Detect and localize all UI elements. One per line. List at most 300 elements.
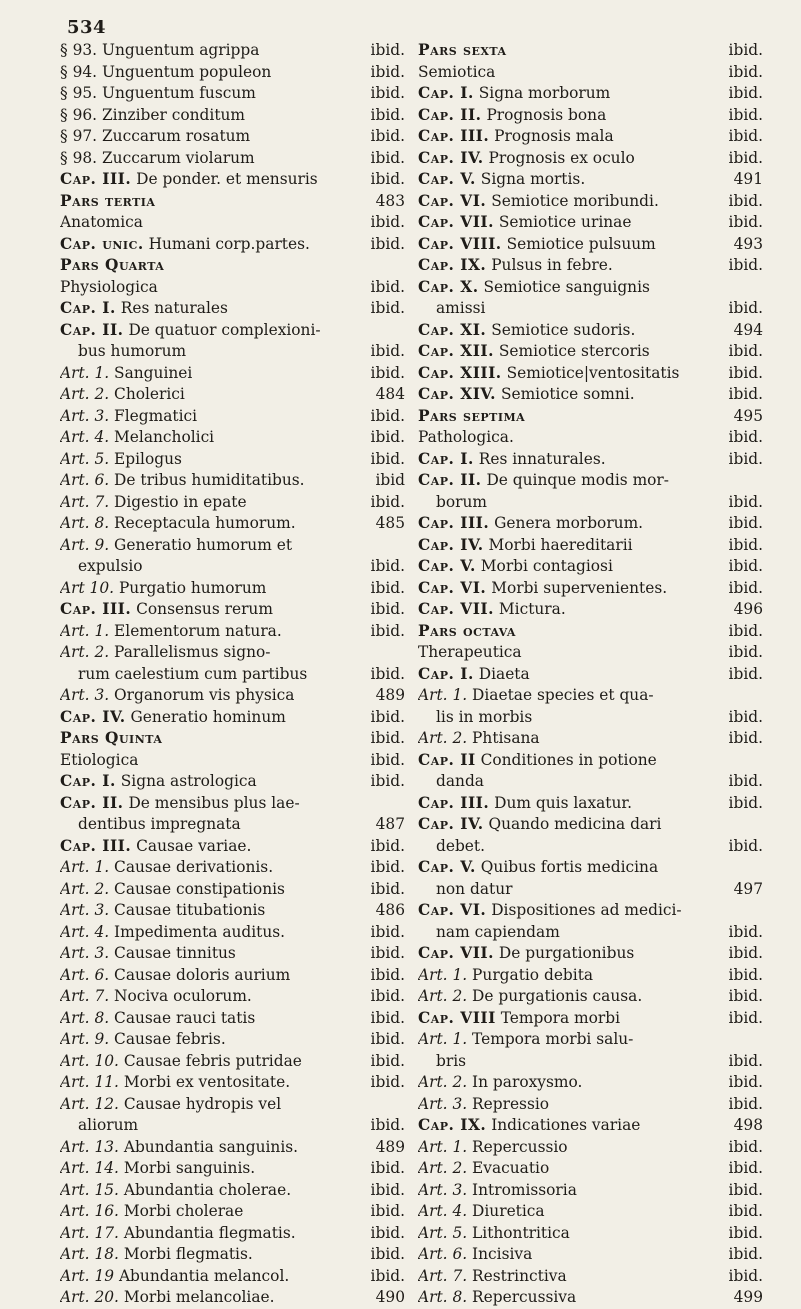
entry-page: ibid.: [370, 600, 405, 618]
entry-text: Lithontritica: [472, 1223, 570, 1242]
entry-text: Semiotice somni.: [500, 385, 635, 403]
index-entry: [418, 1244, 763, 1266]
entry-label: Cap. I.: [60, 299, 116, 317]
entry-label: Art. 4.: [418, 1202, 468, 1220]
index-entry: [418, 277, 763, 299]
entry-text: bus humorum: [78, 342, 187, 360]
entry-label: Art. 6.: [60, 965, 110, 984]
entry-label: Cap. V.: [418, 858, 476, 876]
index-entry: [60, 1201, 405, 1223]
index-entry: [60, 470, 405, 492]
entry-label: Pars tertia: [60, 191, 156, 210]
entry-text: Semiotice pulsuum: [506, 234, 656, 253]
entry-page: ibid.: [728, 1180, 763, 1199]
entry-page: ibid.: [370, 1030, 405, 1048]
entry-text: Zuccarum violarum: [101, 148, 255, 167]
entry-text: Causae derivationis.: [114, 858, 274, 876]
entry-page: ibid.: [728, 707, 763, 726]
entry-page: ibid: [375, 471, 405, 489]
entry-text: amissi: [436, 299, 486, 317]
entry-label: Cap. III.: [418, 514, 490, 532]
entry-page: ibid.: [370, 707, 405, 726]
entry-text: Incisiva: [472, 1245, 533, 1263]
entry-page: ibid.: [728, 105, 763, 124]
index-entry: [60, 449, 405, 471]
entry-page: ibid.: [728, 578, 763, 597]
entry-label: § 96.: [60, 105, 98, 124]
entry-text: Causae variae.: [136, 836, 252, 855]
index-entry: [60, 556, 405, 578]
entry-label: Art. 1.: [418, 1030, 468, 1048]
entry-text: Cholerici: [114, 385, 185, 403]
entry-text: Consensus rerum: [136, 600, 273, 618]
index-entry: [418, 965, 763, 987]
entry-label: Art. 19: [60, 1266, 115, 1285]
entry-label: Art. 1.: [418, 965, 468, 984]
entry-label: Cap. II: [418, 750, 476, 769]
index-entry: [60, 943, 405, 965]
entry-label: Art. 5.: [60, 449, 110, 468]
entry-label: Art. 16.: [60, 1202, 119, 1220]
entry-text: Semiotice stercoris: [498, 342, 650, 360]
entry-page: ibid.: [370, 621, 405, 640]
entry-page: ibid.: [370, 922, 405, 941]
index-entry: [418, 707, 763, 729]
entry-label: Pars Quinta: [60, 729, 163, 747]
entry-label: Cap. X.: [418, 277, 479, 296]
entry-page: ibid.: [728, 148, 763, 167]
entry-label: Cap. III.: [418, 127, 490, 145]
right-column: [418, 40, 763, 1309]
entry-text: Unguentum agrippa: [101, 41, 260, 59]
index-entry: [60, 1287, 405, 1309]
entry-page: ibid.: [370, 428, 405, 446]
index-entry: [60, 212, 405, 234]
entry-page: ibid.: [728, 1051, 763, 1070]
index-entry: [418, 642, 763, 664]
index-entry: [60, 1266, 405, 1288]
index-entry: [418, 212, 763, 234]
index-entry: [418, 470, 763, 492]
index-entry: [60, 341, 405, 363]
entry-label: Cap. II.: [60, 793, 124, 812]
entry-page: ibid.: [728, 1223, 763, 1242]
entry-label: Art. 1.: [60, 858, 110, 876]
entry-label: Art. 2.: [418, 1073, 468, 1091]
index-entry: [418, 879, 763, 901]
entry-text: Repercussio: [472, 1137, 568, 1156]
index-entry: [60, 1029, 405, 1051]
entry-page: ibid.: [370, 406, 405, 425]
index-entry: [418, 1287, 763, 1309]
entry-label: Cap. VI.: [418, 901, 487, 919]
entry-page: ibid.: [728, 772, 763, 790]
index-entry: [418, 556, 763, 578]
index-entry: [418, 406, 763, 428]
entry-page: ibid.: [370, 944, 405, 962]
index-entry: [60, 1008, 405, 1030]
entry-text: Signa astrologica: [120, 772, 257, 790]
entry-page: ibid.: [370, 62, 405, 81]
entry-page: 496: [733, 600, 763, 618]
entry-text: Causae titubationis: [114, 901, 266, 919]
index-entry: [60, 1051, 405, 1073]
entry-label: Cap. VIII: [418, 1008, 496, 1027]
entry-text: Repressio: [472, 1094, 550, 1113]
entry-label: Art. 10.: [60, 1051, 119, 1070]
index-entry: [60, 836, 405, 858]
entry-page: ibid.: [370, 41, 405, 59]
entry-text: Signa mortis.: [480, 170, 586, 188]
entry-page: ibid.: [728, 643, 763, 661]
entry-text: De quatuor complexioni-: [128, 320, 321, 339]
entry-page: ibid.: [728, 84, 763, 102]
index-entry: [60, 664, 405, 686]
entry-text: De ponder. et mensuris: [136, 170, 318, 188]
index-entry: [60, 728, 405, 750]
index-entry: [418, 793, 763, 815]
entry-label: Cap. I.: [418, 449, 474, 468]
index-entry: [60, 255, 405, 277]
entry-text: Causae rauci tatis: [114, 1008, 256, 1027]
entry-page: ibid.: [728, 299, 763, 317]
entry-text: Morbi cholerae: [123, 1202, 244, 1220]
entry-label: Pars Quarta: [60, 256, 165, 274]
entry-page: 495: [733, 406, 763, 425]
entry-label: Cap. II.: [60, 320, 124, 339]
page-number: 534: [67, 17, 107, 38]
entry-label: Cap. I.: [60, 772, 116, 790]
entry-page: ibid.: [728, 944, 763, 962]
entry-label: Art. 7.: [60, 987, 110, 1005]
index-entry: [418, 836, 763, 858]
entry-label: Cap. VII.: [418, 213, 494, 231]
entry-label: Art. 5.: [418, 1223, 468, 1242]
entry-text: Quando medicina dari: [488, 815, 662, 833]
index-entry: [60, 535, 405, 557]
entry-text: Parallelismus signo-: [114, 643, 271, 661]
entry-label: Art. 17.: [60, 1223, 119, 1242]
entry-label: Art. 1.: [60, 363, 110, 382]
entry-text: Prognosis ex oculo: [488, 148, 635, 167]
entry-page: ibid.: [728, 213, 763, 231]
index-entry: [418, 1029, 763, 1051]
entry-text: debet.: [436, 836, 485, 855]
index-entry: [60, 578, 405, 600]
index-entry: [60, 922, 405, 944]
index-entry: [60, 406, 405, 428]
entry-label: Cap. XIII.: [418, 363, 502, 382]
entry-label: Cap. VIII.: [418, 234, 502, 253]
entry-label: Cap. I.: [418, 664, 474, 683]
entry-page: 484: [375, 385, 405, 403]
entry-label: Cap. III.: [60, 836, 132, 855]
entry-text: Purgatio debita: [472, 965, 594, 984]
index-entry: [418, 535, 763, 557]
index-entry: [418, 1201, 763, 1223]
entry-page: ibid.: [728, 127, 763, 145]
entry-page: ibid.: [728, 1159, 763, 1177]
entry-page: ibid.: [728, 1245, 763, 1263]
entry-label: Cap. XI.: [418, 320, 487, 339]
entry-page: ibid.: [370, 234, 405, 253]
entry-page: ibid.: [728, 557, 763, 575]
index-entry: [60, 234, 405, 256]
index-entry: [418, 728, 763, 750]
entry-label: Cap. II.: [418, 105, 482, 124]
entry-text: Epilogus: [114, 449, 182, 468]
entry-page: ibid.: [728, 191, 763, 210]
entry-label: Art. 2.: [60, 643, 110, 661]
entry-page: ibid.: [728, 363, 763, 382]
index-entry: [60, 599, 405, 621]
entry-label: Art. 3.: [60, 406, 110, 425]
entry-label: Art. 2.: [60, 879, 110, 898]
index-entry: [418, 1008, 763, 1030]
entry-text: Unguentum fuscum: [101, 84, 256, 102]
entry-text: Prognosis bona: [486, 105, 607, 124]
entry-label: Art. 3.: [60, 944, 110, 962]
index-entry: [60, 298, 405, 320]
entry-label: Cap. IX.: [418, 1116, 487, 1134]
entry-label: Art. 7.: [60, 492, 110, 511]
entry-label: Cap. IV.: [418, 815, 484, 833]
entry-text: borum: [436, 492, 487, 511]
entry-text: Diuretica: [472, 1202, 545, 1220]
index-entry: [418, 255, 763, 277]
entry-text: In paroxysmo.: [472, 1073, 583, 1091]
entry-page: 489: [375, 686, 405, 704]
index-entry: [60, 750, 405, 772]
entry-text: Morbi supervenientes.: [491, 578, 668, 597]
entry-label: Art. 13.: [60, 1137, 119, 1156]
entry-label: Cap. IV.: [418, 148, 484, 167]
index-entry: [418, 986, 763, 1008]
index-entry: [418, 1137, 763, 1159]
entry-text: Abundantia flegmatis.: [123, 1223, 296, 1242]
entry-page: ibid.: [370, 879, 405, 898]
entry-text: Diaetae species et qua-: [472, 686, 654, 704]
entry-page: ibid.: [728, 1266, 763, 1285]
index-entry: [418, 384, 763, 406]
entry-text: Morbi ex ventositate.: [123, 1073, 291, 1091]
entry-text: Morbi haereditarii: [488, 535, 633, 554]
entry-label: Cap. VI.: [418, 578, 487, 597]
entry-text: Causae hydropis vel: [123, 1094, 282, 1113]
index-entry: [60, 492, 405, 514]
entry-text: Causae febris putridae: [123, 1051, 302, 1070]
index-entry: [60, 986, 405, 1008]
entry-label: Art. 3.: [418, 1094, 468, 1113]
entry-text: Semiotice sudoris.: [491, 320, 636, 339]
entry-page: ibid.: [370, 750, 405, 769]
entry-page: ibid.: [370, 277, 405, 296]
entry-text: Prognosis mala: [494, 127, 614, 145]
entry-text: Morbi contagiosi: [480, 557, 613, 575]
entry-label: Art. 8.: [60, 514, 110, 532]
entry-page: 485: [375, 514, 405, 532]
entry-page: ibid.: [370, 1245, 405, 1263]
entry-text: Receptacula humorum.: [114, 514, 296, 532]
entry-label: Cap. XIV.: [418, 385, 497, 403]
entry-text: Semiotice moribundi.: [491, 191, 659, 210]
entry-page: ibid.: [728, 535, 763, 554]
entry-text: Tempora morbi salu-: [472, 1030, 634, 1048]
index-entry: [418, 943, 763, 965]
entry-page: ibid.: [370, 664, 405, 683]
entry-text: Sanguinei: [114, 363, 193, 382]
entry-page: ibid.: [370, 965, 405, 984]
entry-page: ibid.: [370, 213, 405, 231]
entry-text: Phtisana: [472, 729, 540, 747]
entry-label: Pars octava: [418, 621, 516, 640]
index-entry: [418, 492, 763, 514]
entry-page: 483: [375, 191, 405, 210]
entry-page: ibid.: [370, 105, 405, 124]
entry-page: ibid.: [728, 987, 763, 1005]
index-entry: [418, 191, 763, 213]
index-entry: [60, 1094, 405, 1116]
entry-text: Evacuatio: [472, 1159, 550, 1177]
index-entry: [60, 1180, 405, 1202]
entry-text: De tribus humiditatibus.: [114, 471, 305, 489]
entry-page: ibid.: [728, 965, 763, 984]
entry-label: § 93.: [60, 41, 98, 59]
entry-label: Cap. IV.: [418, 535, 484, 554]
entry-label: Cap. III.: [418, 793, 490, 812]
index-entry: [60, 363, 405, 385]
entry-page: ibid.: [370, 1073, 405, 1091]
entry-label: Art. 4.: [60, 428, 110, 446]
index-entry: [418, 857, 763, 879]
index-entry: [60, 1137, 405, 1159]
entry-label: Art. 14.: [60, 1159, 119, 1177]
entry-text: Impedimenta auditus.: [114, 922, 286, 941]
entry-text: Generatio humorum et: [114, 535, 293, 554]
entry-page: ibid.: [370, 170, 405, 188]
entry-text: Res naturales: [120, 299, 228, 317]
entry-text: Semiotica: [418, 62, 496, 81]
entry-text: Pathologica.: [418, 428, 514, 446]
entry-text: Nociva oculorum.: [114, 987, 252, 1005]
index-entry: [418, 169, 763, 191]
entry-text: Therapeutica: [418, 643, 522, 661]
index-entry: [60, 427, 405, 449]
index-entry: [418, 599, 763, 621]
entry-label: Art. 3.: [60, 686, 110, 704]
entry-text: Diaeta: [478, 664, 530, 683]
entry-text: Semiotice|ventositatis: [506, 363, 680, 382]
entry-label: Cap. VI.: [418, 191, 487, 210]
index-entry: [418, 148, 763, 170]
index-entry: [418, 664, 763, 686]
entry-label: Cap. IX.: [418, 256, 487, 274]
entry-text: Purgatio humorum: [118, 578, 267, 597]
entry-text: Repercussiva: [472, 1288, 577, 1306]
entry-label: Art. 1.: [418, 686, 468, 704]
entry-label: Art 10.: [60, 578, 115, 597]
entry-page: ibid.: [728, 836, 763, 855]
entry-page: ibid.: [728, 385, 763, 403]
entry-page: ibid.: [728, 664, 763, 683]
index-entry: [60, 1115, 405, 1137]
index-entry: [60, 384, 405, 406]
entry-text: nam capiendam: [436, 922, 560, 941]
entry-text: Zuccarum rosatum: [101, 127, 251, 145]
index-entry: [418, 621, 763, 643]
entry-text: Causae febris.: [114, 1030, 226, 1048]
index-entry: [418, 427, 763, 449]
entry-page: 486: [375, 901, 405, 919]
entry-text: Etiologica: [60, 750, 139, 769]
entry-text: Quibus fortis medicina: [480, 858, 659, 876]
index-entry: [418, 685, 763, 707]
entry-text: De mensibus plus lae-: [128, 793, 300, 812]
index-entry: [418, 771, 763, 793]
entry-page: 493: [733, 234, 763, 253]
index-entry: [60, 513, 405, 535]
entry-page: ibid.: [370, 299, 405, 317]
entry-page: ibid.: [370, 858, 405, 876]
entry-page: ibid.: [370, 557, 405, 575]
index-entry: [418, 449, 763, 471]
entry-text: De quinque modis mor-: [486, 471, 669, 489]
entry-text: Abundantia cholerae.: [123, 1180, 292, 1199]
entry-text: Causae tinnitus: [114, 944, 236, 962]
index-entry: [418, 40, 763, 62]
entry-label: Art. 15.: [60, 1180, 119, 1199]
entry-text: Melancholici: [114, 428, 215, 446]
index-entry: [60, 771, 405, 793]
index-entry: [60, 857, 405, 879]
index-entry: [60, 965, 405, 987]
index-entry: [60, 879, 405, 901]
entry-page: ibid.: [728, 41, 763, 59]
entry-page: ibid.: [728, 729, 763, 747]
entry-label: Cap. III.: [60, 170, 132, 188]
entry-label: Art. 9.: [60, 535, 110, 554]
entry-text: Anatomica: [60, 213, 143, 231]
index-entry: [418, 126, 763, 148]
entry-label: Art. 6.: [60, 471, 110, 489]
entry-page: 490: [375, 1288, 405, 1306]
entry-label: Cap. II.: [418, 471, 482, 489]
entry-label: Art. 8.: [418, 1288, 468, 1306]
entry-label: Art. 1.: [418, 1137, 468, 1156]
index-entry: [60, 1223, 405, 1245]
entry-page: 487: [375, 815, 405, 833]
index-entry: [418, 578, 763, 600]
entry-text: Restrinctiva: [472, 1266, 567, 1285]
index-entry: [418, 320, 763, 342]
entry-label: Art. 18.: [60, 1245, 119, 1263]
entry-text: Semiotice sanguignis: [483, 277, 650, 296]
entry-page: ibid.: [370, 449, 405, 468]
entry-page: ibid.: [728, 793, 763, 812]
entry-label: Art. 3.: [60, 901, 110, 919]
entry-text: danda: [436, 772, 484, 790]
entry-label: Art. 11.: [60, 1073, 119, 1091]
index-entry: [418, 363, 763, 385]
entry-label: § 94.: [60, 62, 98, 81]
entry-text: bris: [436, 1051, 467, 1070]
entry-page: ibid.: [370, 578, 405, 597]
entry-text: Mictura.: [498, 600, 566, 618]
index-entry: [418, 83, 763, 105]
entry-text: Organorum vis physica: [114, 686, 295, 704]
index-entry: [60, 148, 405, 170]
entry-label: Cap. XII.: [418, 342, 494, 360]
